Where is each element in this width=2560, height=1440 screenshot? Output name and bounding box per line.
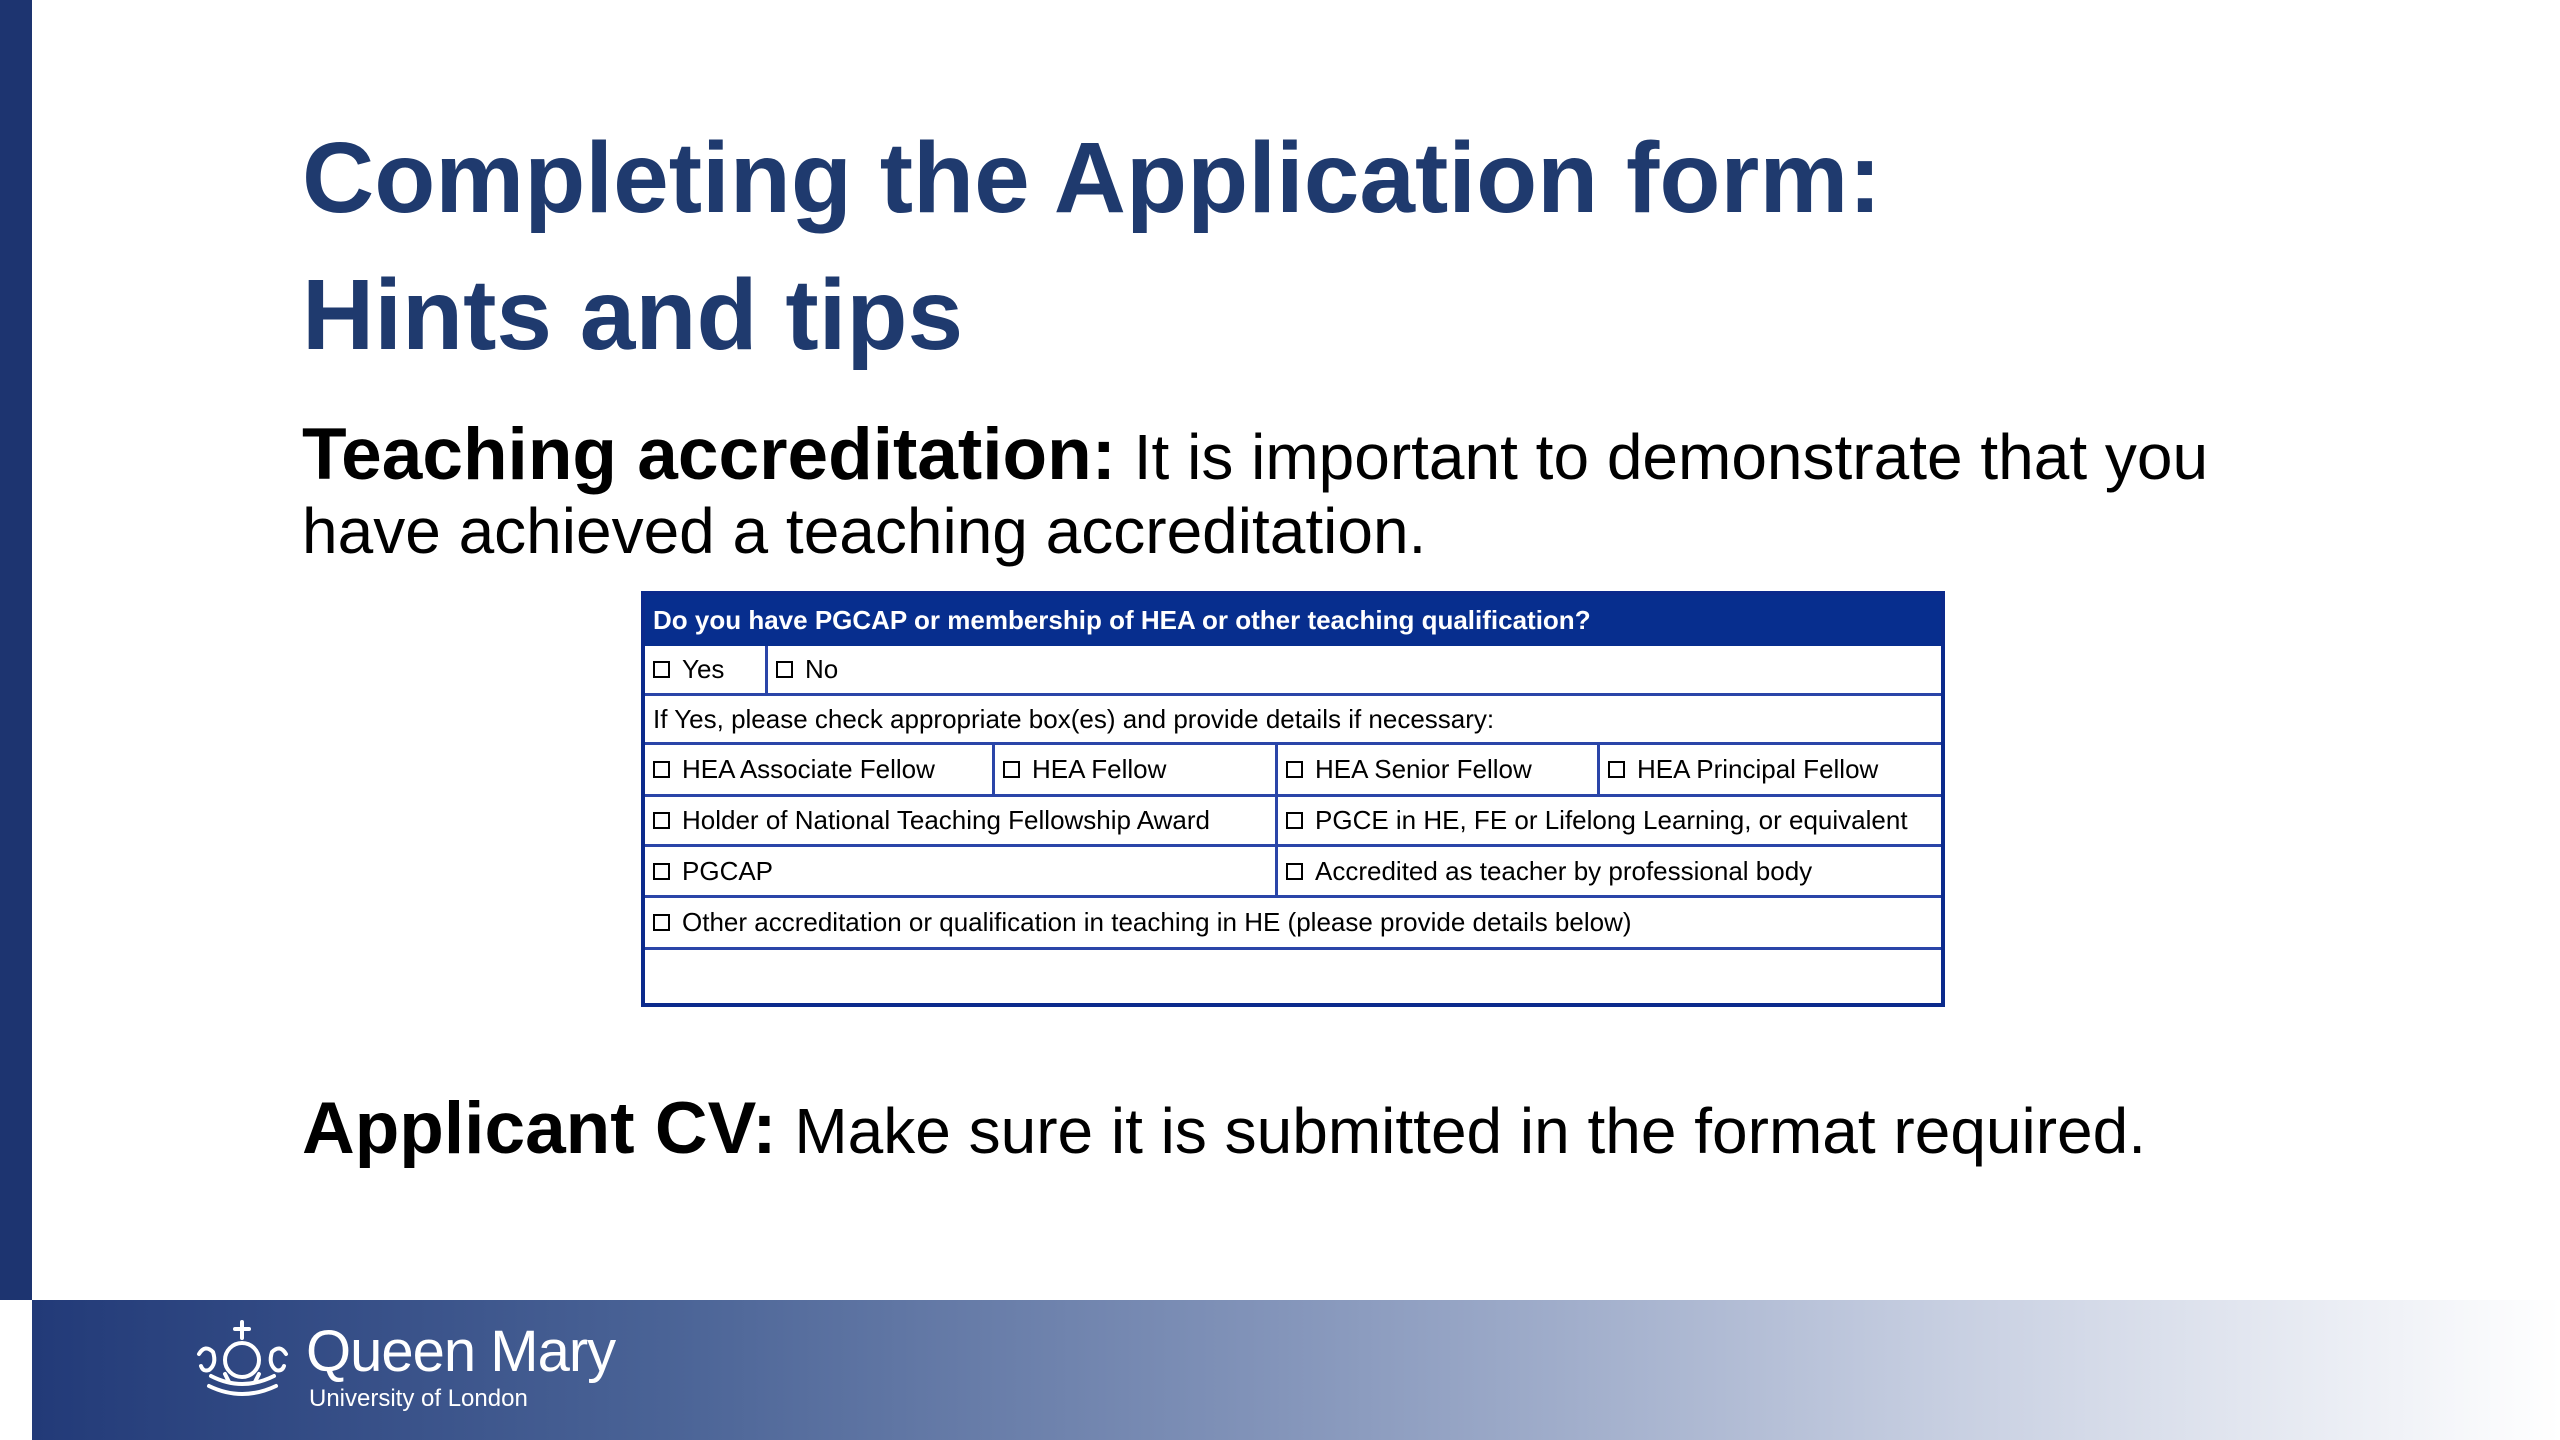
hea-associate-label: HEA Associate Fellow: [682, 754, 935, 784]
ntfs-checkbox[interactable]: [653, 812, 670, 829]
pgcap-accredited-row: [645, 847, 1941, 898]
hea-fellow-option[interactable]: [995, 745, 1278, 794]
ntfs-pgce-row: [645, 797, 1941, 847]
hea-principal-option[interactable]: [1600, 745, 1941, 794]
no-option[interactable]: [768, 646, 1941, 693]
teaching-qualification-form: [641, 591, 1945, 1007]
form-question-header: Do you have PGCAP or membership of HEA or other teaching qualification?: [645, 595, 1941, 646]
other-label: Other accreditation or qualification in teaching in HE (please provide details below): [682, 907, 1632, 937]
hea-fellow-checkbox[interactable]: [1003, 761, 1020, 778]
instruction-text: If Yes, please check appropriate box(es) and provide details if necessary:: [653, 703, 1495, 734]
crown-icon: [195, 1320, 290, 1410]
pgcap-label: PGCAP: [682, 855, 774, 886]
teaching-accreditation-text: It is important to demonstrate that you have achieved a teaching accreditation.: [302, 421, 2209, 567]
yes-no-row: [645, 646, 1941, 696]
hea-principal-checkbox[interactable]: [1608, 761, 1625, 778]
hea-senior-checkbox[interactable]: [1286, 761, 1303, 778]
instruction-row: [645, 696, 1941, 745]
hea-fellow-label: HEA Fellow: [1032, 754, 1167, 784]
pgcap-checkbox[interactable]: [653, 863, 670, 880]
accredited-option[interactable]: [1278, 847, 1941, 895]
other-option[interactable]: [645, 898, 1941, 947]
queen-mary-logo: [195, 1320, 615, 1430]
teaching-accreditation-heading: Teaching accreditation:: [302, 414, 1116, 495]
hea-senior-option[interactable]: [1278, 745, 1600, 794]
hea-principal-label: HEA Principal Fellow: [1637, 754, 1879, 784]
accredited-checkbox[interactable]: [1286, 863, 1303, 880]
slide-title: [302, 110, 2302, 384]
no-label: No: [805, 654, 839, 684]
applicant-cv-paragraph: [302, 1088, 2402, 1169]
other-row: [645, 898, 1941, 950]
hea-associate-option[interactable]: [645, 745, 995, 794]
ntfs-label: Holder of National Teaching Fellowship Award: [682, 805, 1211, 835]
logo-text: [306, 1320, 615, 1414]
slide-title-line-2: Hints and tips: [302, 259, 964, 371]
logo-subtitle: University of London: [309, 1385, 528, 1412]
pgce-label: PGCE in HE, FE or Lifelong Learning, or equivalent: [1315, 805, 1908, 835]
hea-senior-label: HEA Senior Fellow: [1315, 754, 1532, 784]
teaching-accreditation-paragraph: [302, 414, 2242, 568]
details-field[interactable]: [645, 950, 1941, 997]
ntfs-option[interactable]: [645, 797, 1278, 844]
other-checkbox[interactable]: [653, 914, 670, 931]
yes-label: Yes: [682, 654, 725, 684]
details-row: [645, 950, 1941, 997]
applicant-cv-heading: Applicant CV:: [302, 1088, 777, 1169]
left-accent-bar: [0, 0, 32, 1300]
pgcap-option[interactable]: [645, 847, 1278, 895]
pgce-checkbox[interactable]: [1286, 812, 1303, 829]
applicant-cv-text: Make sure it is submitted in the format required.: [776, 1095, 2147, 1167]
logo-name: Queen Mary: [306, 1319, 616, 1384]
slide-title-line-1: Completing the Application form:: [302, 122, 1882, 234]
yes-option[interactable]: [645, 646, 768, 693]
accredited-label: Accredited as teacher by professional body: [1315, 855, 1813, 886]
hea-fellowship-row: [645, 745, 1941, 797]
no-checkbox[interactable]: [776, 661, 793, 678]
pgce-option[interactable]: [1278, 797, 1941, 844]
hea-associate-checkbox[interactable]: [653, 761, 670, 778]
yes-checkbox[interactable]: [653, 661, 670, 678]
